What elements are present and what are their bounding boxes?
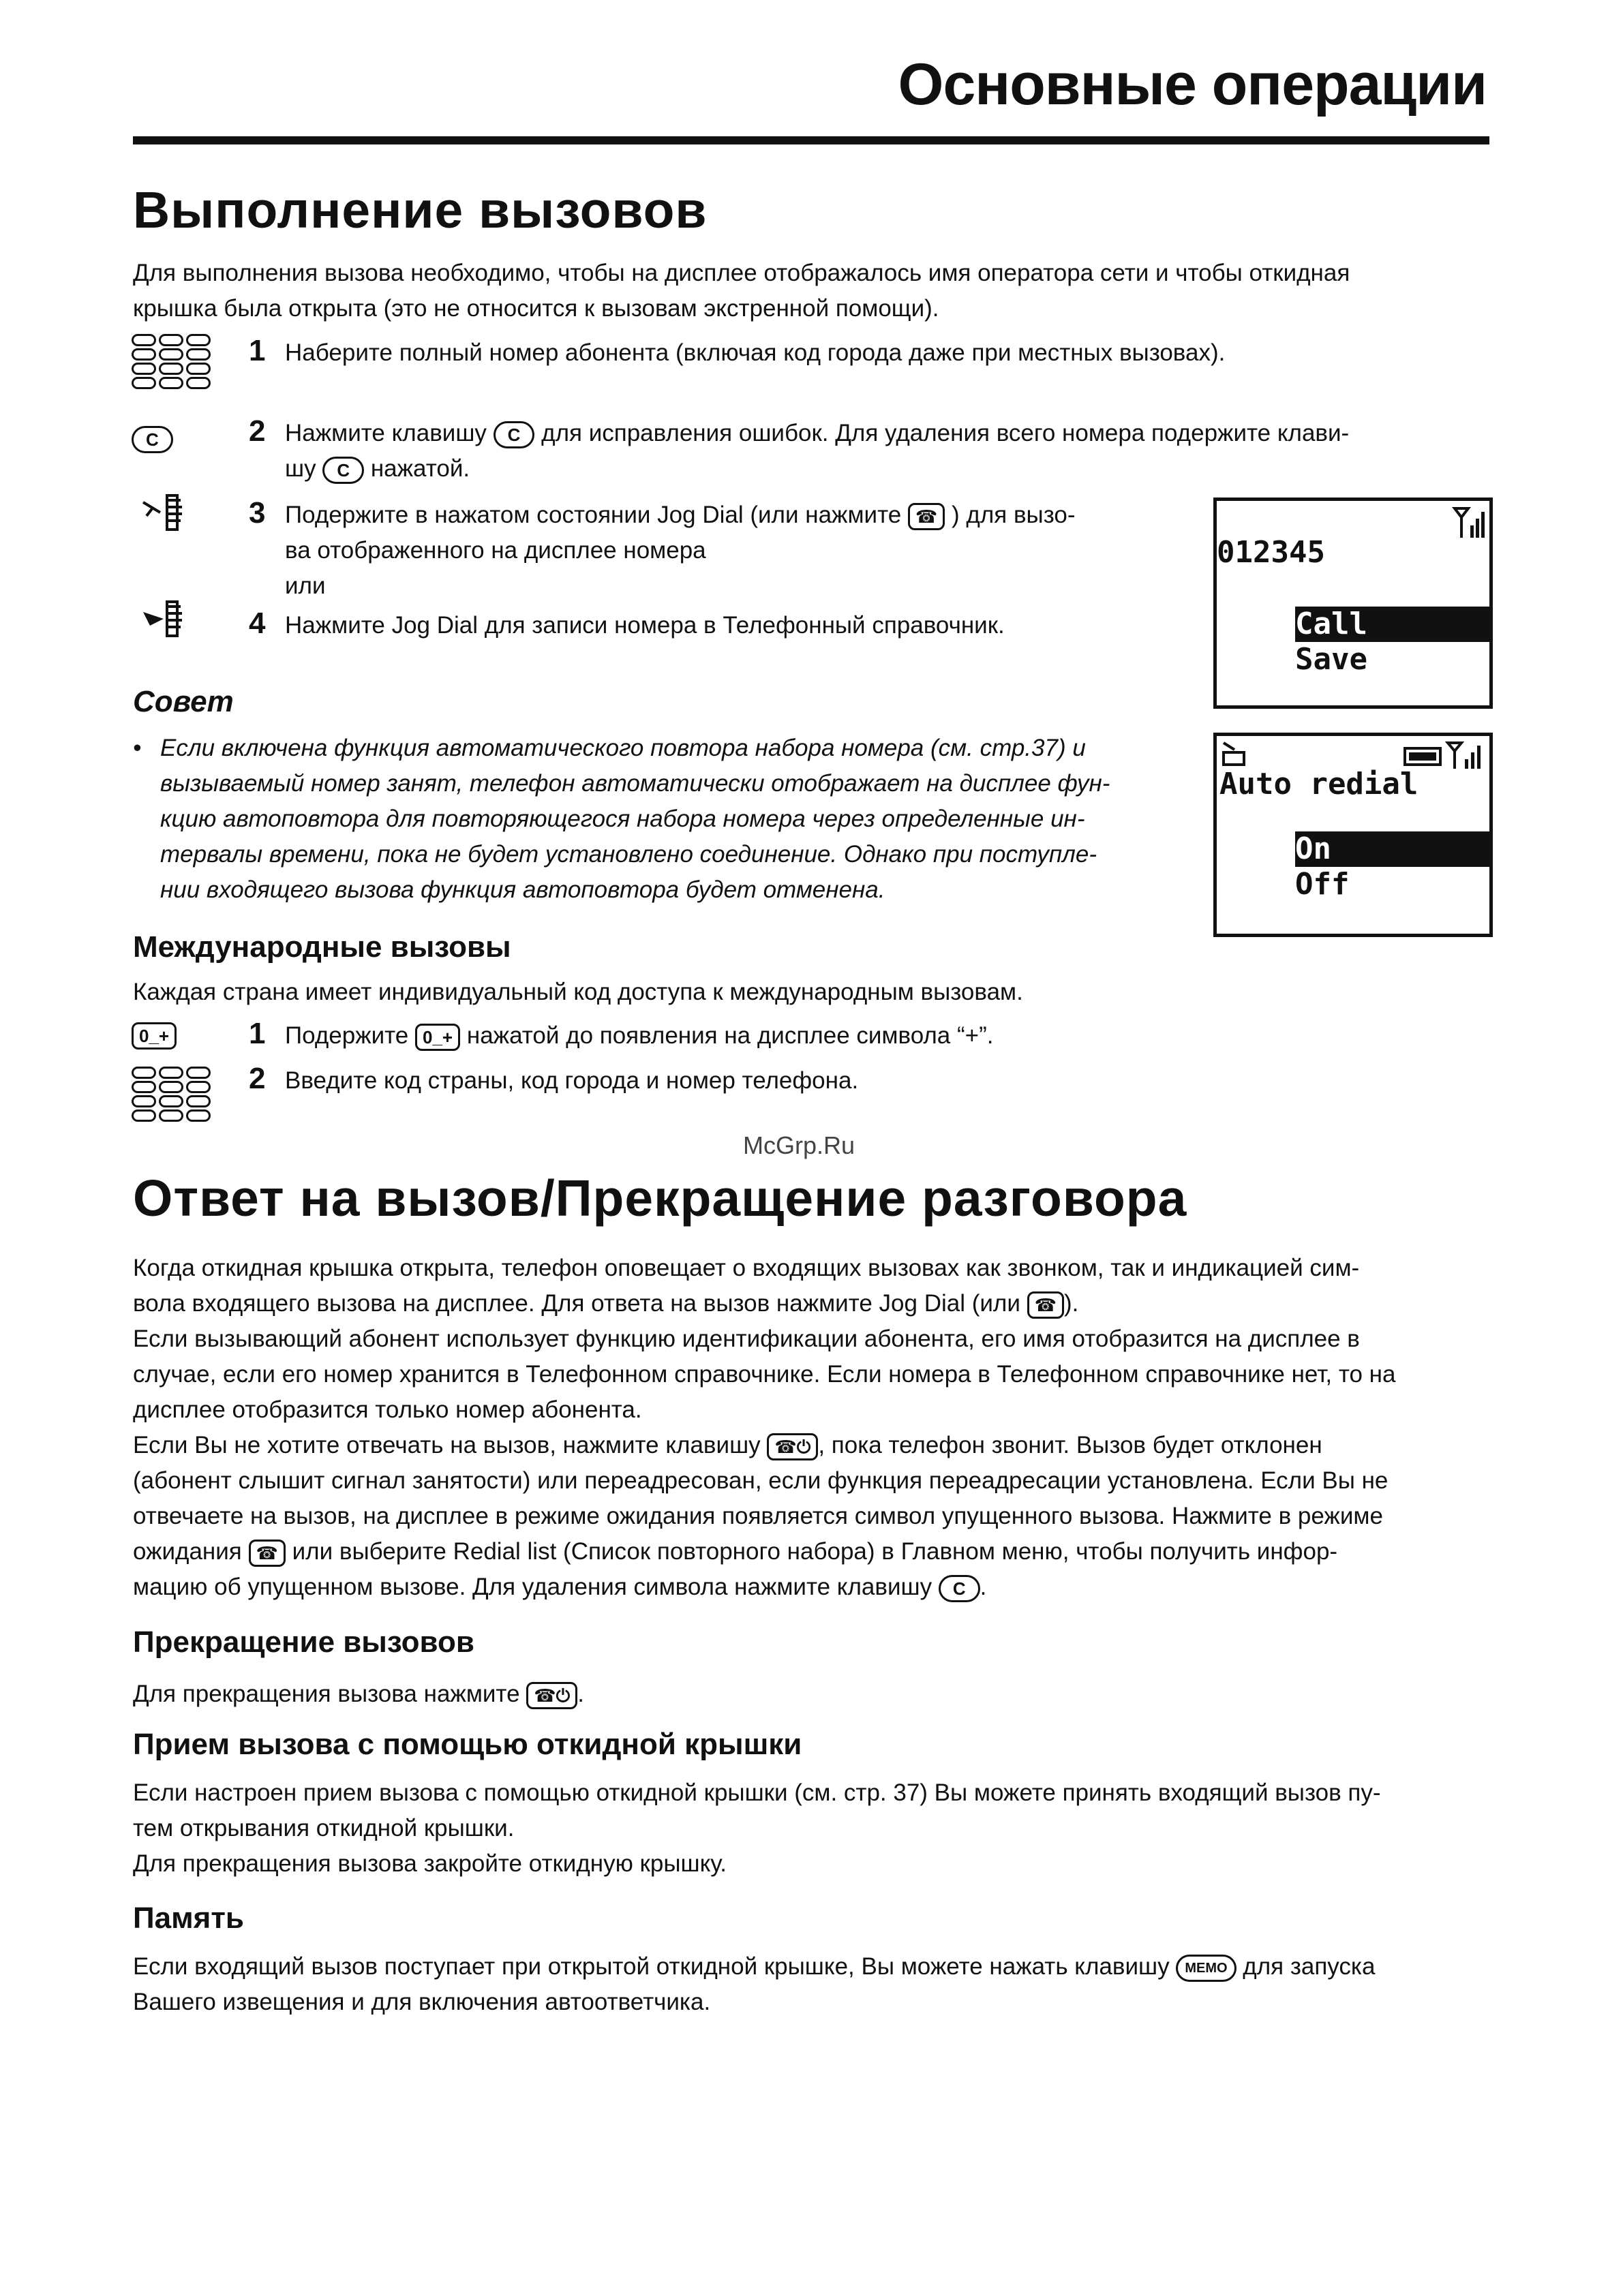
signal-icon — [1451, 505, 1485, 539]
end-text-b: . — [577, 1681, 584, 1707]
text-line — [133, 1570, 1395, 1605]
end-text-a: Для прекращения вызова нажмите — [133, 1681, 520, 1707]
text-span: мацию об упущенном вызове. Для удаления символа нажмите клавишу — [133, 1574, 932, 1600]
step3-line-3: или — [285, 572, 326, 599]
step2-line-2 — [285, 451, 470, 487]
section-title-flip: Прием вызова с помощью откидной крышки — [133, 1728, 802, 1761]
end-key-icon: ☎⏻ — [767, 1433, 818, 1460]
text-line: Если настроен прием вызова с помощью откидной крышки (см. стр. 37) Вы можете принять входящий вызов пу- — [133, 1779, 1381, 1806]
text-line: Для прекращения вызова закройте откидную крышку. — [133, 1850, 727, 1877]
intro-line-1: Для выполнения вызова необходимо, чтобы на дисплее отображалось имя оператора сети и чтобы откидная — [133, 260, 1350, 286]
text-line — [133, 1534, 1395, 1570]
lcd-option-on: On — [1295, 831, 1490, 867]
text-span: , пока телефон звонит. Вызов будет отклонен — [818, 1432, 1322, 1458]
tip-line: тервалы времени, пока не будет установлено соединение. Однако при поступле- — [160, 841, 1097, 868]
step3-text-a: Подержите в нажатом состоянии Jog Dial (или нажмите — [285, 502, 902, 528]
step-number: 1 — [249, 334, 266, 367]
call-key-icon: ☎ — [908, 503, 945, 530]
text-span: ожидания — [133, 1538, 242, 1565]
tip-line: кцию автоповтора для повторяющегося набора номера через определенные ин- — [160, 806, 1085, 832]
step-number: 1 — [249, 1017, 266, 1050]
text-line — [133, 1949, 1375, 1985]
tip-title: Совет — [133, 685, 234, 718]
jog-dial-rotate-icon — [140, 598, 187, 639]
call-key-icon: ☎ — [1027, 1291, 1064, 1319]
step-number: 2 — [249, 1062, 266, 1095]
step-number: 3 — [249, 496, 266, 530]
intl-step2: Введите код страны, код города и номер телефона. — [285, 1067, 859, 1094]
step-number: 2 — [249, 414, 266, 448]
text-line: Если вызывающий абонент использует функцию идентификации абонента, его имя отобразится на дисплее в — [133, 1326, 1360, 1352]
clear-key-inline: C — [939, 1575, 980, 1602]
step2-line-1 — [285, 416, 1349, 451]
text-line: Когда откидная крышка открыта, телефон оповещает о входящих вызовах как звонком, так и индикацией сим- — [133, 1255, 1360, 1281]
answer-paragraph — [133, 1251, 1395, 1605]
zero-plus-key-inline: 0_+ — [415, 1024, 460, 1051]
intl-step1-b: нажатой до появления на дисплее символа “+”. — [466, 1022, 994, 1049]
call-key-icon: ☎ — [249, 1540, 286, 1567]
jog-dial-press-icon — [140, 492, 187, 533]
section-title-answer: Ответ на вызов/Прекращение разговора — [133, 1169, 1187, 1227]
text-line: дисплее отобразится только номер абонента. — [133, 1396, 642, 1423]
text-line: отвечаете на вызов, на дисплее в режиме ожидания появляется символ упущенного вызова. Нажмите в режиме — [133, 1503, 1383, 1529]
intro-line-2: крышка была открыта (это не относится к вызовам экстренной помощи). — [133, 295, 939, 322]
section-title-calls: Выполнение вызовов — [133, 181, 708, 239]
zero-plus-key-icon — [132, 1022, 177, 1050]
step4-text: Нажмите Jog Dial для записи номера в Телефонный справочник. — [285, 612, 1005, 639]
text-line — [133, 1286, 1395, 1321]
clear-key-inline: C — [494, 421, 535, 448]
lcd-call-screen — [1213, 498, 1493, 709]
watermark: McGrp.Ru — [743, 1131, 855, 1159]
step3-line-1 — [285, 498, 1075, 533]
text-span: для запуска — [1243, 1953, 1376, 1980]
section-title-end-calls: Прекращение вызовов — [133, 1625, 474, 1659]
intl-step1 — [285, 1018, 993, 1054]
lcd-number: 012345 — [1217, 535, 1325, 570]
text-line: (абонент слышит сигнал занятости) или переадресован, если функция переадресации установлена. Если Вы не — [133, 1467, 1389, 1494]
flip-text — [133, 1775, 1381, 1882]
lcd-menu-save: Save — [1295, 642, 1367, 677]
lcd-menu-call: Call — [1295, 607, 1490, 642]
text-line: случае, если его номер хранится в Телефонном справочнике. Если номера в Телефонном справочнике нет, то на — [133, 1361, 1396, 1388]
end-key-icon: ☎⏻ — [526, 1682, 577, 1709]
section-title-memo: Память — [133, 1901, 244, 1935]
tip-line: нии входящего вызова функция автоповтора будет отменена. — [160, 876, 885, 903]
clear-key-label: C — [132, 426, 173, 453]
step3-line-2: ва отображенного на дисплее номера — [285, 537, 706, 564]
step-number: 4 — [249, 607, 266, 640]
text-span: Если входящий вызов поступает при открытой откидной крышке, Вы можете нажать клавишу — [133, 1953, 1170, 1980]
intl-intro: Каждая страна имеет индивидуальный код доступа к международным вызовам. — [133, 979, 1023, 1005]
end-text — [133, 1677, 584, 1712]
step2-text-a: Нажмите клавишу — [285, 420, 487, 446]
text-span: ). — [1064, 1290, 1079, 1317]
step2-text-d: нажатой. — [370, 455, 470, 482]
text-line: тем открывания откидной крышки. — [133, 1815, 515, 1841]
header-rule — [133, 136, 1489, 144]
tip-line: • Если включена функция автоматического повтора набора номера (см. стр.37) и — [160, 731, 1196, 766]
phone-status-icon — [1221, 740, 1252, 767]
intl-step1-a: Подержите — [285, 1022, 409, 1049]
lcd-title: Auto redial — [1219, 767, 1419, 801]
text-line — [133, 1428, 1395, 1463]
tip-text — [160, 731, 1196, 908]
lcd-autoredial-screen — [1213, 733, 1493, 937]
text-span: Если Вы не хотите отвечать на вызов, нажмите клавишу — [133, 1432, 761, 1458]
text-span: вола входящего вызова на дисплее. Для ответа на вызов нажмите Jog Dial (или — [133, 1290, 1020, 1317]
step1-text: Наберите полный номер абонента (включая код города даже при местных вызовах). — [285, 339, 1226, 366]
step2-text-b: для исправления ошибок. Для удаления всего номера подержите клави- — [541, 420, 1350, 446]
memo-key-icon: MEMO — [1176, 1955, 1236, 1982]
step3-text-b: ) для вызо- — [952, 502, 1076, 528]
text-span: . — [980, 1574, 987, 1600]
tip-line: вызываемый номер занят, телефон автоматически отображает на дисплее фун- — [160, 770, 1110, 797]
lcd-option-off: Off — [1295, 867, 1350, 902]
memo-text — [133, 1949, 1375, 2020]
keypad-icon — [132, 1067, 213, 1124]
clear-key-inline: C — [322, 457, 364, 484]
zero-plus-key-label: 0_+ — [132, 1022, 177, 1050]
keypad-icon — [132, 334, 213, 391]
text-span: или выберите Redial list (Список повторного набора) в Главном меню, чтобы получить инфор- — [292, 1538, 1338, 1565]
page-title: Основные операции — [898, 52, 1487, 117]
text-line: Вашего извещения и для включения автоответчика. — [133, 1989, 711, 2015]
clear-key-icon — [132, 426, 173, 453]
step2-text-c: шу — [285, 455, 316, 482]
section-title-international: Международные вызовы — [133, 930, 511, 964]
